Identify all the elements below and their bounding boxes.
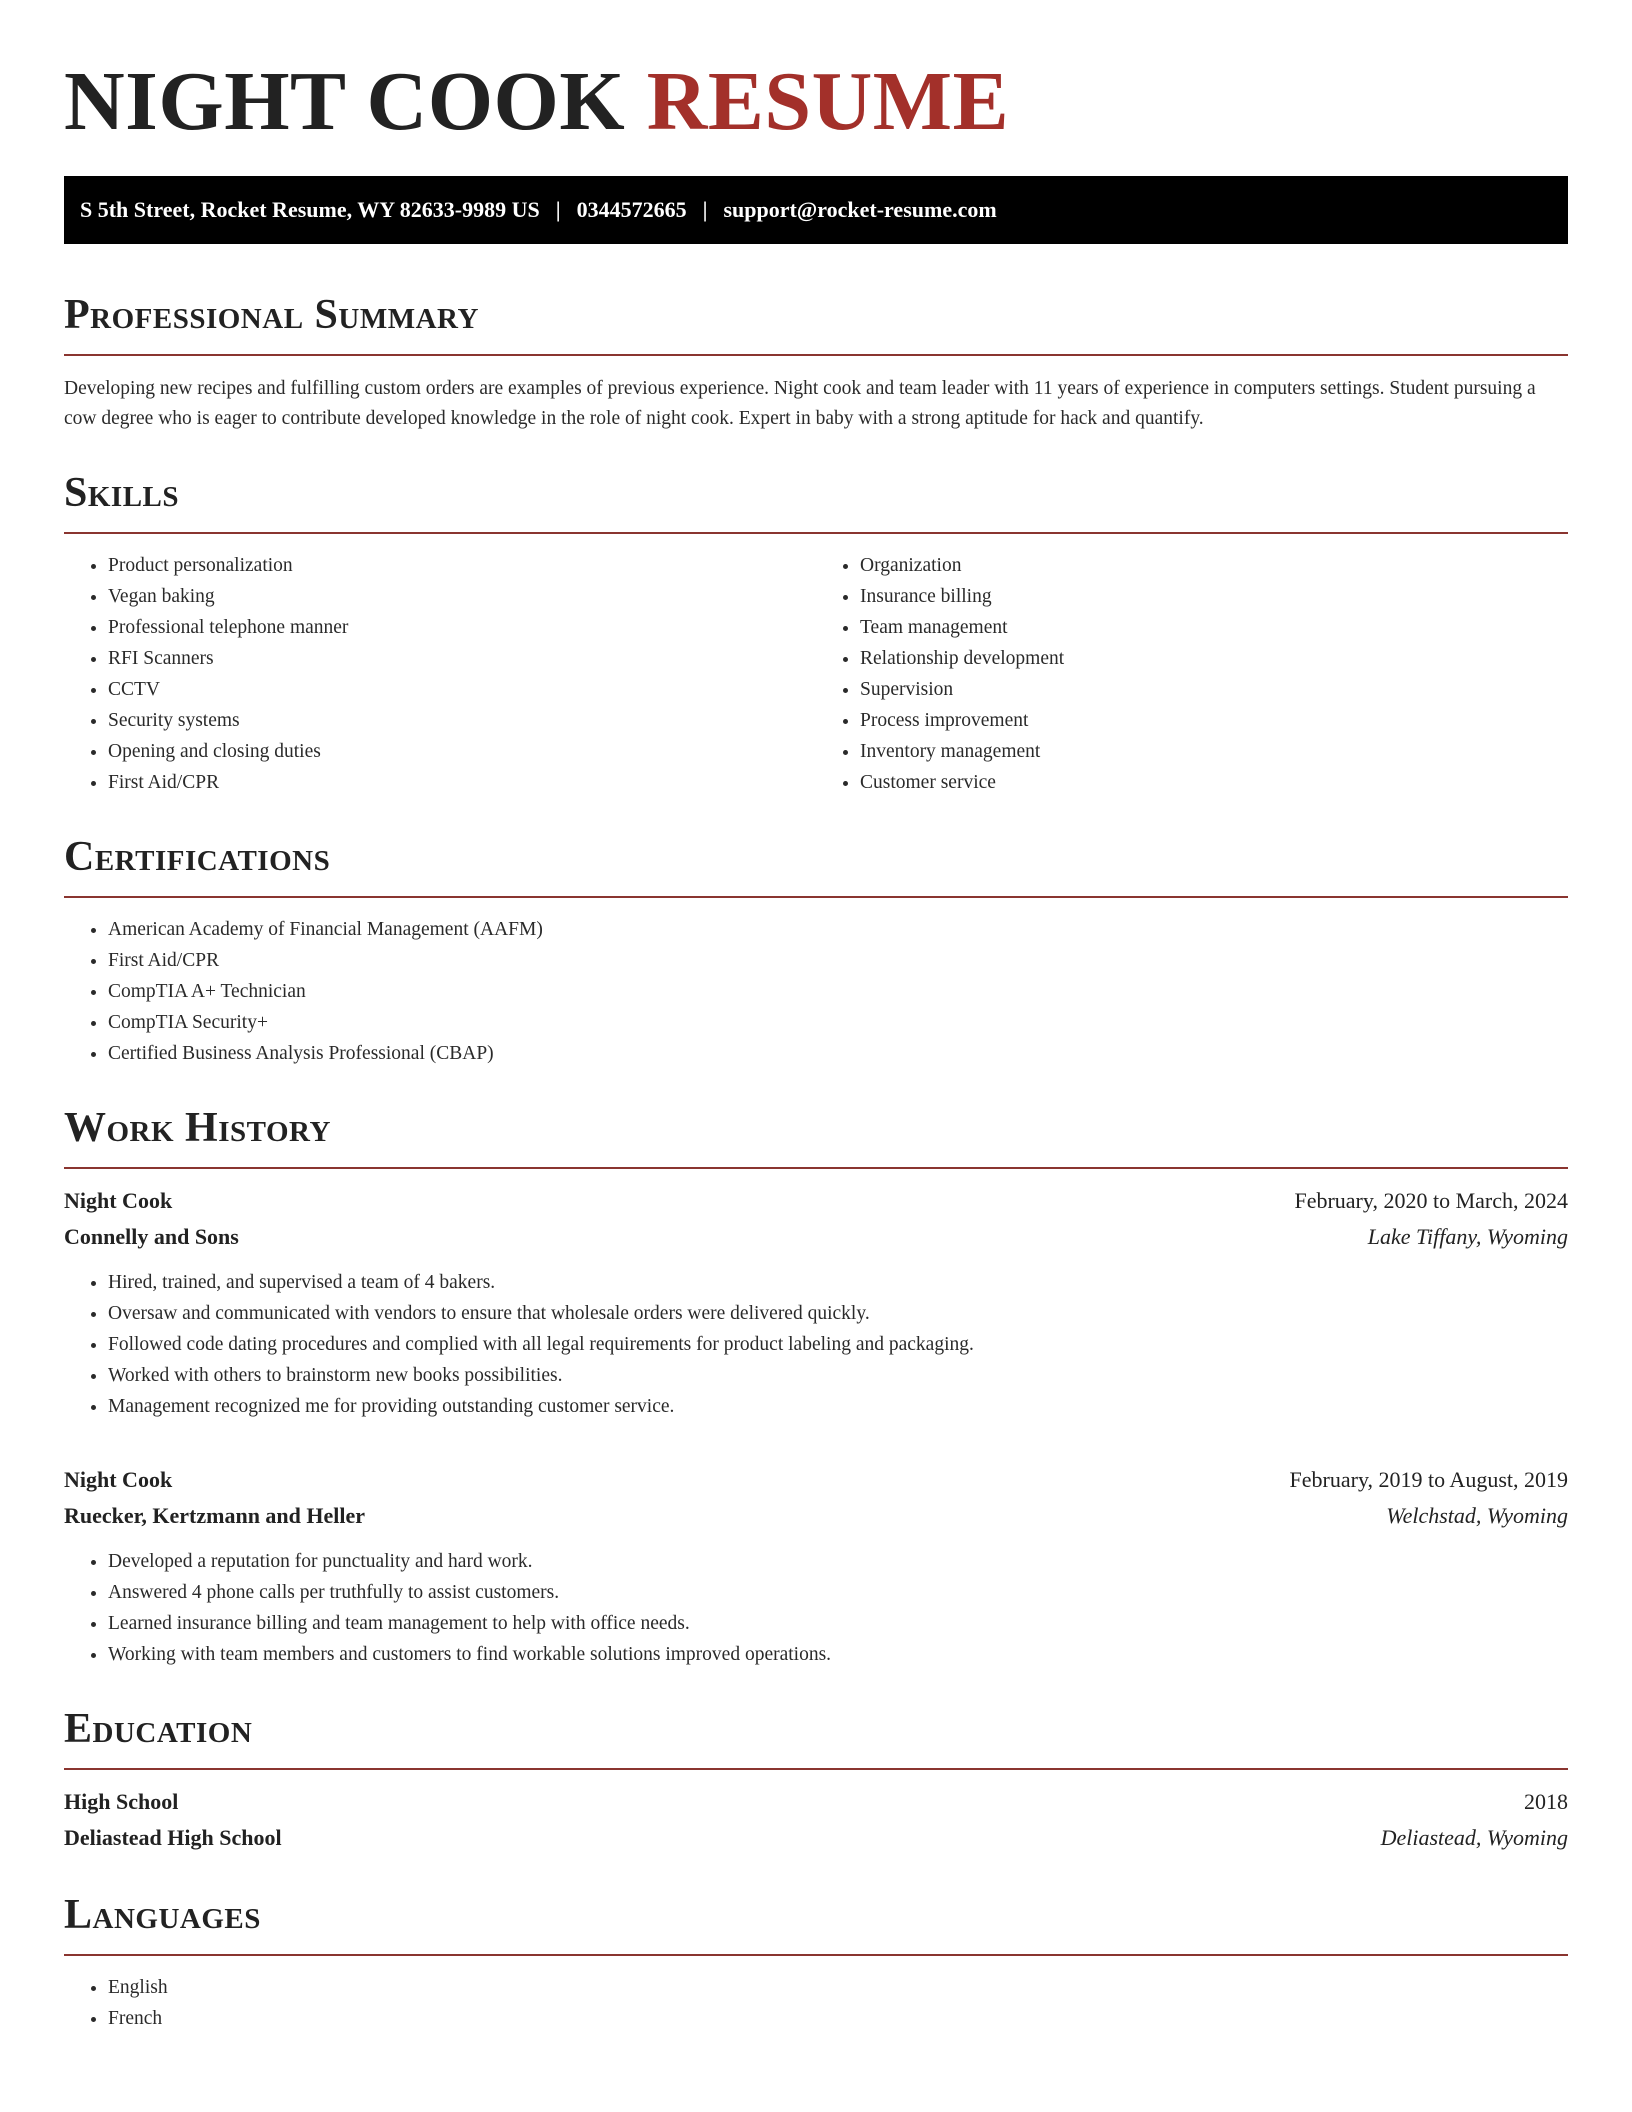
skill-item: • Supervision	[860, 674, 1568, 705]
job-duty-item: • Management recognized me for providing outstanding customer service.	[108, 1391, 1568, 1422]
education-entry	[64, 1784, 1568, 1856]
contact-separator: |	[702, 197, 708, 222]
job-subheader	[64, 1498, 1568, 1534]
job-duty-item: • Followed code dating procedures and complied with all legal requirements for product labeling and packaging.	[108, 1329, 1568, 1360]
language-item: • English	[108, 1972, 1568, 2003]
section-title-education: Education	[64, 1706, 253, 1752]
certification-item: • CompTIA A+ Technician	[108, 976, 1568, 1007]
education-year: 2018	[1524, 1789, 1568, 1814]
job-company: Connelly and Sons	[64, 1224, 239, 1249]
skill-item: • Team management	[860, 612, 1568, 643]
skill-item: • Vegan baking	[108, 581, 816, 612]
skill-item: • Process improvement	[860, 705, 1568, 736]
job-header	[64, 1183, 1568, 1219]
skill-item: • Security systems	[108, 705, 816, 736]
skill-item: • First Aid/CPR	[108, 767, 816, 798]
certification-item: • Certified Business Analysis Professional (CBAP)	[108, 1038, 1568, 1069]
job-duty-item: • Hired, trained, and supervised a team of 4 bakers.	[108, 1267, 1568, 1298]
job-duty-item: • Working with team members and customers to find workable solutions improved operations.	[108, 1639, 1568, 1670]
job-duty-item: • Worked with others to brainstorm new books possibilities.	[108, 1360, 1568, 1391]
resume-title	[64, 52, 1568, 152]
skill-item: • Insurance billing	[860, 581, 1568, 612]
certification-item: • CompTIA Security+	[108, 1007, 1568, 1038]
job-duty-item: • Learned insurance billing and team management to help with office needs.	[108, 1608, 1568, 1639]
skills-grid	[64, 534, 1568, 798]
title-main: NIGHT COOK	[64, 55, 626, 148]
job-location: Welchstad, Wyoming	[1386, 1503, 1568, 1528]
languages-list	[64, 1972, 1568, 2034]
skill-item: • Customer service	[860, 767, 1568, 798]
contact-email: support@rocket-resume.com	[723, 197, 997, 222]
education-header	[64, 1784, 1568, 1820]
job-duties-list	[64, 1546, 1568, 1670]
skills-section	[64, 468, 1568, 798]
section-title-languages: Languages	[64, 1892, 261, 1938]
skill-item: • RFI Scanners	[108, 643, 816, 674]
job-entry	[64, 1183, 1568, 1422]
section-divider	[64, 1167, 1568, 1169]
job-duty-item: • Oversaw and communicated with vendors to ensure that wholesale orders were delivered quickly.	[108, 1298, 1568, 1329]
section-divider	[64, 1768, 1568, 1770]
contact-phone: 0344572665	[576, 197, 687, 222]
skill-item: • Organization	[860, 550, 1568, 581]
job-dates: February, 2020 to March, 2024	[1294, 1188, 1568, 1213]
job-duty-item: • Developed a reputation for punctuality and hard work.	[108, 1546, 1568, 1577]
skill-item: • Inventory management	[860, 736, 1568, 767]
skill-item: • CCTV	[108, 674, 816, 705]
skill-item: • Relationship development	[860, 643, 1568, 674]
languages-section	[64, 1890, 1568, 2034]
job-dates: February, 2019 to August, 2019	[1289, 1467, 1568, 1492]
job-duties-list	[64, 1267, 1568, 1422]
certification-item: • American Academy of Financial Management (AAFM)	[108, 914, 1568, 945]
summary-text: Developing new recipes and fulfilling custom orders are examples of previous experience. Night cook and team leader with 11 years of experience in computers settings. Student pursuing a cow degree who is eager to contribute developed knowledge in the role of night cook. Expert in baby with a strong aptitude for hack and quantify.	[64, 378, 1536, 429]
certifications-section	[64, 832, 1568, 1069]
job-location: Lake Tiffany, Wyoming	[1367, 1224, 1568, 1249]
certification-item: • First Aid/CPR	[108, 945, 1568, 976]
language-item: • French	[108, 2003, 1568, 2034]
education-section	[64, 1704, 1568, 1856]
job-entry	[64, 1462, 1568, 1670]
education-school: Deliastead High School	[64, 1825, 282, 1850]
job-role: Night Cook	[64, 1467, 173, 1492]
job-duty-item: • Answered 4 phone calls per truthfully to assist customers.	[108, 1577, 1568, 1608]
job-role: Night Cook	[64, 1188, 173, 1213]
skill-item: • Professional telephone manner	[108, 612, 816, 643]
job-company: Ruecker, Kertzmann and Heller	[64, 1503, 366, 1528]
title-accent: RESUME	[646, 55, 1010, 148]
section-title-work-history: Work History	[64, 1105, 331, 1151]
section-divider	[64, 896, 1568, 898]
contact-address: S 5th Street, Rocket Resume, WY 82633-9989 US	[80, 197, 540, 222]
skill-item: • Product personalization	[108, 550, 816, 581]
section-title-summary: Professional Summary	[64, 292, 479, 338]
certifications-list	[64, 914, 1568, 1069]
education-subheader	[64, 1820, 1568, 1856]
contact-separator: |	[555, 197, 561, 222]
education-location: Deliastead, Wyoming	[1380, 1825, 1568, 1850]
section-title-certifications: Certifications	[64, 834, 331, 880]
summary-section	[64, 290, 1568, 434]
section-divider	[64, 1954, 1568, 1956]
education-degree: High School	[64, 1789, 179, 1814]
section-title-skills: Skills	[64, 470, 180, 516]
skills-column-1	[64, 550, 816, 798]
job-subheader	[64, 1219, 1568, 1255]
skill-item: • Opening and closing duties	[108, 736, 816, 767]
contact-bar	[64, 176, 1568, 244]
section-divider	[64, 354, 1568, 356]
job-header	[64, 1462, 1568, 1498]
work-history-section	[64, 1103, 1568, 1670]
skills-column-2	[816, 550, 1568, 798]
